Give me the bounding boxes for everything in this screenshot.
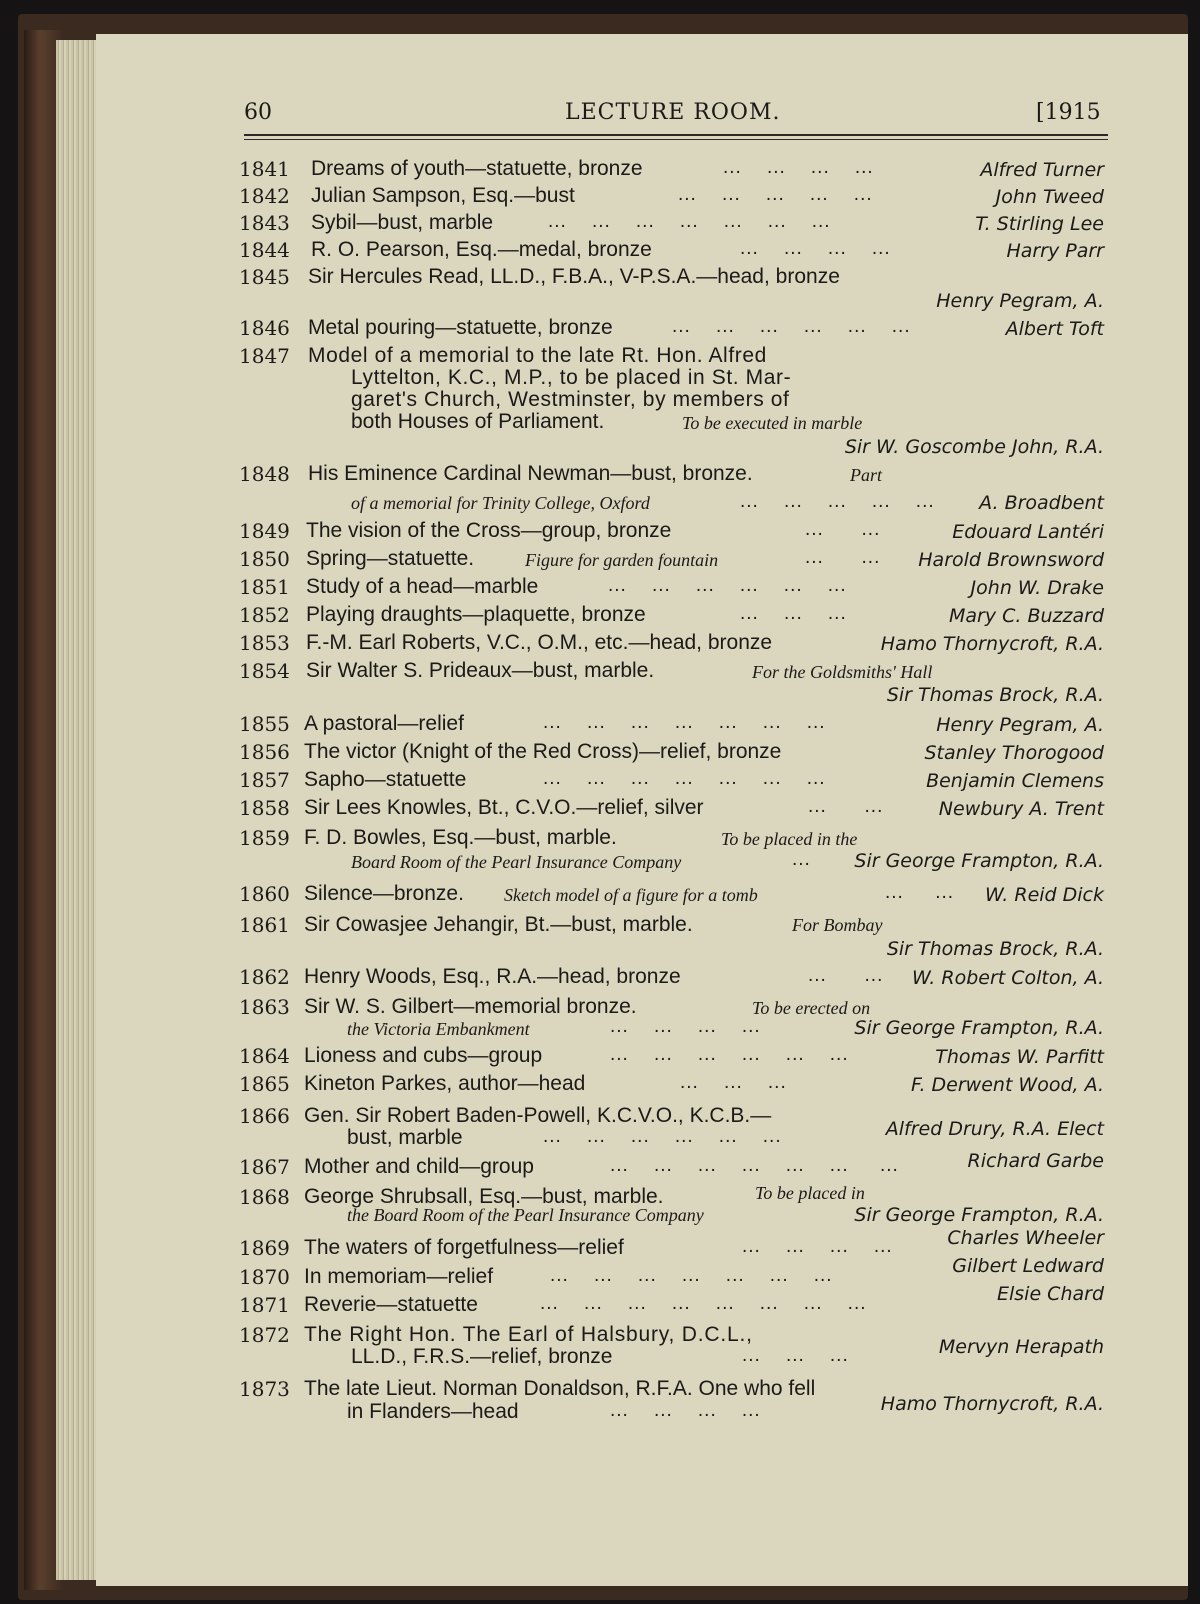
entry-number: 1846 bbox=[239, 316, 290, 340]
entry-title: Lioness and cubs—group bbox=[304, 1044, 543, 1067]
entry-title: Playing draughts—plaquette, bronze bbox=[306, 603, 646, 626]
entry-artist: Mervyn Herapath bbox=[938, 1336, 1104, 1358]
entry-title: Henry Woods, Esq., R.A.—head, bronze bbox=[304, 965, 681, 988]
entry-number: 1873 bbox=[239, 1377, 290, 1401]
leader-dots: ... ... ... ... bbox=[740, 238, 891, 259]
entry-artist: Harold Brownsword bbox=[918, 549, 1104, 571]
entry-note: To be placed in bbox=[755, 1183, 865, 1203]
leader-dots: ... ... ... ... ... ... ... bbox=[610, 1155, 899, 1176]
entry-note: To be placed in the bbox=[721, 829, 858, 849]
entry-artist: Edouard Lantéri bbox=[952, 521, 1104, 543]
leader-dots: ... ... ... ... ... ... ... ... bbox=[540, 1293, 867, 1314]
leader-dots: ... ... ... ... ... ... bbox=[608, 575, 847, 596]
entry-note: For the Goldsmiths' Hall bbox=[752, 662, 933, 682]
entry-title: Spring—statuette. bbox=[306, 547, 475, 570]
entry-title: Sir Walter S. Prideaux—bust, marble. bbox=[306, 659, 655, 682]
entry-artist: Thomas W. Parfitt bbox=[935, 1046, 1104, 1068]
entry-title: Sir W. S. Gilbert—memorial bronze. bbox=[304, 995, 637, 1018]
entry-artist: Alfred Turner bbox=[980, 159, 1104, 181]
entry-artist: Sir W. Goscombe John, R.A. bbox=[844, 436, 1104, 458]
page-title: LECTURE ROOM. bbox=[565, 100, 781, 125]
leader-dots: ... ... ... ... ... ... ... bbox=[543, 768, 826, 789]
entry-title: F. D. Bowles, Esq.—bust, marble. bbox=[304, 826, 617, 849]
entry-artist: Benjamin Clemens bbox=[926, 770, 1104, 792]
entry-artist: Gilbert Ledward bbox=[952, 1255, 1104, 1277]
entry-artist: W. Reid Dick bbox=[985, 884, 1104, 906]
entry-title-line: in Flanders—head bbox=[347, 1400, 519, 1423]
entry-number: 1845 bbox=[239, 265, 290, 289]
leader-dots: ... ... bbox=[885, 882, 955, 903]
entry-number: 1848 bbox=[239, 462, 290, 486]
entry-title: Sir Lees Knowles, Bt., C.V.O.—relief, silver bbox=[304, 796, 704, 819]
entry-number: 1867 bbox=[239, 1155, 290, 1179]
entry-artist: Sir Thomas Brock, R.A. bbox=[886, 684, 1104, 706]
entry-artist: Elsie Chard bbox=[996, 1283, 1104, 1305]
entry-number: 1842 bbox=[239, 184, 290, 208]
entry-artist: W. Robert Colton, A. bbox=[912, 967, 1104, 989]
entry-title: In memoriam—relief bbox=[304, 1265, 494, 1288]
page-year: [1915 bbox=[1036, 100, 1101, 125]
entry-title: George Shrubsall, Esq.—bust, marble. bbox=[304, 1185, 664, 1208]
entry-number: 1871 bbox=[239, 1293, 290, 1317]
leader-dots: ... ... ... bbox=[742, 1345, 849, 1366]
entry-title-line: The Right Hon. The Earl of Halsbury, D.C.L., bbox=[304, 1323, 753, 1346]
leader-dots: ... ... bbox=[805, 547, 881, 568]
leader-dots: ... ... ... ... bbox=[723, 157, 874, 178]
entry-title: His Eminence Cardinal Newman—bust, bronze. bbox=[308, 462, 753, 485]
entry-title: Sapho—statuette bbox=[304, 768, 467, 791]
page-number: 60 bbox=[244, 100, 272, 125]
header-rule-thin bbox=[244, 139, 1108, 140]
entry-title-line: both Houses of Parliament. bbox=[351, 410, 605, 433]
leader-dots: ... ... ... ... ... ... ... bbox=[550, 1265, 833, 1286]
entry-number: 1847 bbox=[239, 344, 290, 368]
header-rule bbox=[244, 134, 1108, 136]
entry-artist: Sir George Frampton, R.A. bbox=[854, 1017, 1104, 1039]
leader-dots: ... ... ... ... ... ... ... bbox=[543, 712, 826, 733]
entry-number: 1851 bbox=[239, 575, 290, 599]
entry-artist: A. Broadbent bbox=[979, 492, 1104, 514]
entry-note: Part bbox=[850, 465, 883, 485]
entry-artist: F. Derwent Wood, A. bbox=[910, 1074, 1104, 1096]
leader-dots: ... ... ... ... ... ... bbox=[672, 316, 911, 337]
entry-artist: Hamo Thornycroft, R.A. bbox=[880, 1393, 1104, 1415]
entry-artist: Richard Garbe bbox=[967, 1150, 1104, 1172]
entry-number: 1863 bbox=[239, 995, 290, 1019]
entry-number: 1854 bbox=[239, 659, 290, 683]
leader-dots: ... ... ... bbox=[740, 603, 847, 624]
entry-note-continued: Board Room of the Pearl Insurance Company bbox=[351, 852, 682, 872]
entry-number: 1856 bbox=[239, 740, 290, 764]
leader-dots: ... ... ... ... ... ... bbox=[610, 1044, 849, 1065]
entry-artist: Alfred Drury, R.A. Elect bbox=[885, 1118, 1104, 1140]
entry-title: Study of a head—marble bbox=[306, 575, 539, 598]
entry-note: Figure for garden fountain bbox=[525, 550, 719, 570]
entry-number: 1850 bbox=[239, 547, 290, 571]
entry-number: 1860 bbox=[239, 882, 290, 906]
entry-number: 1849 bbox=[239, 519, 290, 543]
entry-note-continued: of a memorial for Trinity College, Oxford bbox=[351, 493, 650, 513]
entry-number: 1870 bbox=[239, 1265, 290, 1289]
entry-artist: Stanley Thorogood bbox=[924, 742, 1104, 764]
entry-title: Julian Sampson, Esq.—bust bbox=[311, 184, 575, 207]
entry-artist: T. Stirling Lee bbox=[975, 213, 1104, 235]
entry-title: F.-M. Earl Roberts, V.C., O.M., etc.—head, bronze bbox=[306, 631, 773, 654]
entry-artist: John Tweed bbox=[995, 186, 1104, 208]
entry-title: Sir Hercules Read, LL.D., F.B.A., V-P.S.A.—head, bronze bbox=[308, 265, 840, 288]
entry-artist: Albert Toft bbox=[1005, 318, 1104, 340]
leader-dots: ... ... ... ... bbox=[742, 1236, 893, 1257]
leader-dots: ... ... ... bbox=[680, 1072, 787, 1093]
entry-number: 1858 bbox=[239, 796, 290, 820]
entry-number: 1843 bbox=[239, 211, 290, 235]
entry-artist: Harry Parr bbox=[1006, 240, 1104, 262]
entry-number: 1853 bbox=[239, 631, 290, 655]
entry-title: Kineton Parkes, author—head bbox=[304, 1072, 586, 1095]
entry-number: 1841 bbox=[239, 157, 290, 181]
entry-title-line: LL.D., F.R.S.—relief, bronze bbox=[351, 1345, 613, 1368]
entry-artist: Mary C. Buzzard bbox=[948, 605, 1104, 627]
entry-artist: John W. Drake bbox=[970, 577, 1104, 599]
leader-dots: ... ... bbox=[805, 519, 881, 540]
leader-dots: ... ... ... ... ... ... bbox=[543, 1126, 782, 1147]
entry-note: To be executed in marble bbox=[682, 413, 863, 433]
entry-title-line: The late Lieut. Norman Donaldson, R.F.A. One who fell bbox=[304, 1377, 816, 1400]
entry-title-line: bust, marble bbox=[347, 1126, 463, 1149]
entry-title: Sybil—bust, marble bbox=[311, 211, 494, 234]
entry-number: 1865 bbox=[239, 1072, 290, 1096]
leader-dots: ... ... ... ... bbox=[610, 1400, 761, 1421]
leader-dots: ... ... ... ... bbox=[610, 1016, 761, 1037]
entry-note: To be erected on bbox=[752, 998, 871, 1018]
entry-number: 1868 bbox=[239, 1185, 290, 1209]
entry-note-continued: the Victoria Embankment bbox=[347, 1019, 530, 1039]
entry-title-line: Model of a memorial to the late Rt. Hon. Alfred bbox=[308, 344, 767, 367]
entry-title: The waters of forgetfulness—relief bbox=[304, 1236, 624, 1259]
entry-title: Silence—bronze. bbox=[304, 882, 464, 905]
entry-number: 1859 bbox=[239, 826, 290, 850]
leader-dots: ... ... ... ... ... bbox=[678, 184, 873, 205]
leader-dots: ... ... bbox=[808, 796, 884, 817]
entry-artist: Henry Pegram, A. bbox=[936, 714, 1104, 736]
entry-artist: Newbury A. Trent bbox=[938, 798, 1104, 820]
entry-artist: Hamo Thornycroft, R.A. bbox=[880, 633, 1104, 655]
entry-number: 1866 bbox=[239, 1104, 290, 1128]
entry-number: 1852 bbox=[239, 603, 290, 627]
entry-number: 1869 bbox=[239, 1236, 290, 1260]
entry-title-line: garet's Church, Westminster, by members of bbox=[351, 388, 790, 411]
entry-artist: Charles Wheeler bbox=[947, 1227, 1104, 1249]
leader-dots: ... ... ... ... ... ... ... bbox=[548, 211, 831, 232]
entry-title: The victor (Knight of the Red Cross)—relief, bronze bbox=[304, 740, 782, 763]
entry-artist: Sir George Frampton, R.A. bbox=[854, 1204, 1104, 1226]
entry-number: 1862 bbox=[239, 965, 290, 989]
entry-title: Mother and child—group bbox=[304, 1155, 534, 1178]
entry-title: Reverie—statuette bbox=[304, 1293, 478, 1316]
leader-dots: ... bbox=[792, 849, 811, 870]
entry-note: For Bombay bbox=[792, 915, 883, 935]
entry-number: 1857 bbox=[239, 768, 290, 792]
leader-dots: ... ... ... ... ... bbox=[740, 491, 935, 512]
entry-number: 1861 bbox=[239, 913, 290, 937]
entry-title: The vision of the Cross—group, bronze bbox=[306, 519, 672, 542]
entry-number: 1844 bbox=[239, 238, 290, 262]
entry-title: A pastoral—relief bbox=[304, 712, 464, 735]
entry-title-line: Lyttelton, K.C., M.P., to be placed in St. Mar- bbox=[351, 366, 792, 389]
entry-artist: Sir Thomas Brock, R.A. bbox=[886, 938, 1104, 960]
entry-number: 1855 bbox=[239, 712, 290, 736]
entry-number: 1872 bbox=[239, 1323, 290, 1347]
entry-title: Metal pouring—statuette, bronze bbox=[308, 316, 613, 339]
entry-title: Sir Cowasjee Jehangir, Bt.—bust, marble. bbox=[304, 913, 693, 936]
entry-note-continued: the Board Room of the Pearl Insurance Company bbox=[347, 1205, 704, 1225]
entry-artist: Henry Pegram, A. bbox=[936, 290, 1104, 312]
entry-note: Sketch model of a figure for a tomb bbox=[504, 885, 758, 905]
entry-title-line: Gen. Sir Robert Baden-Powell, K.C.V.O., K.C.B.— bbox=[304, 1104, 772, 1127]
entry-title: R. O. Pearson, Esq.—medal, bronze bbox=[311, 238, 652, 261]
entry-number: 1864 bbox=[239, 1044, 290, 1068]
entry-artist: Sir George Frampton, R.A. bbox=[854, 850, 1104, 872]
entry-title: Dreams of youth—statuette, bronze bbox=[311, 157, 643, 180]
leader-dots: ... ... bbox=[808, 965, 884, 986]
